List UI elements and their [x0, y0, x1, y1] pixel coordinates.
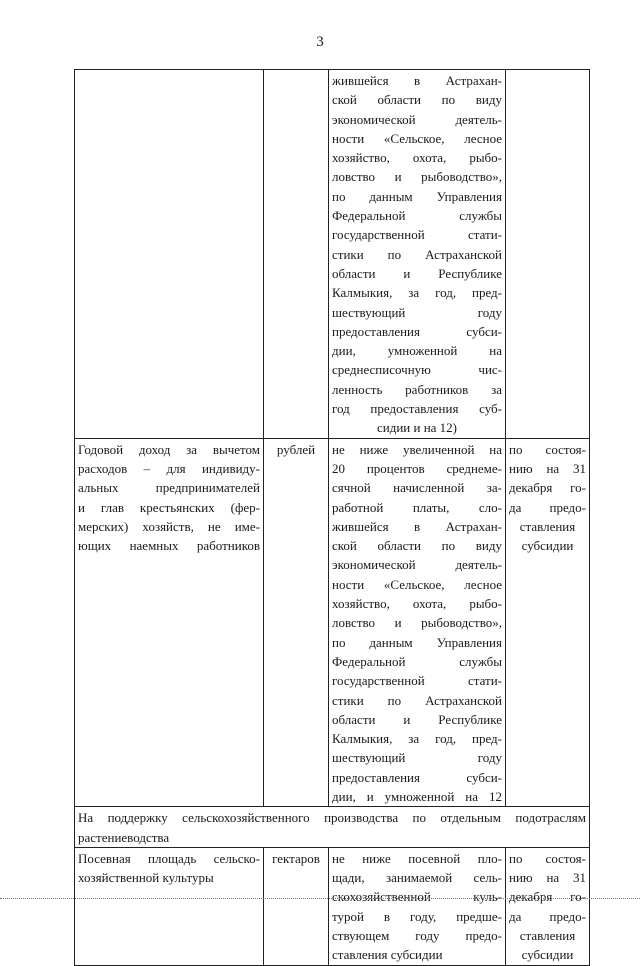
- table-cell-indicator: [75, 70, 264, 439]
- text-line: расходов – для индивиду-: [78, 460, 260, 476]
- table-cell-indicator: [75, 847, 264, 965]
- text-line: Годовой доход за вычетом: [78, 441, 260, 457]
- text-line: жившейся в Астрахан-: [332, 518, 502, 534]
- text-line: 20 процентов среднеме-: [332, 460, 502, 476]
- table-cell-unit: [264, 70, 329, 439]
- text-line: ловство и рыбоводство»,: [332, 169, 502, 185]
- text-line: ности «Сельское, лесное: [332, 130, 502, 146]
- text-line: области и Республике: [332, 265, 502, 281]
- text-line: сячной начисленной за-: [332, 480, 502, 496]
- text-line: декабря го-: [509, 889, 586, 905]
- text-line: среднесписочную чис-: [332, 362, 502, 378]
- text-line: работной платы, сло-: [332, 499, 502, 515]
- text-line: ской области по виду: [332, 92, 502, 108]
- table-cell-value: [329, 438, 506, 807]
- text-line: шествующий году: [332, 750, 502, 766]
- text-line: области и Республике: [332, 711, 502, 727]
- text-line: шествующий году: [332, 304, 502, 320]
- table-cell-date: [506, 438, 590, 807]
- criteria-table: [74, 69, 590, 966]
- text-line: не ниже увеличенной на: [332, 441, 502, 457]
- text-line: На поддержку сельскохозяйственного производства по отдельным подотраслям: [78, 810, 586, 826]
- table-cell-unit: гектаров: [264, 847, 329, 965]
- text-line: ставления субсидии: [332, 947, 443, 963]
- text-line: дии, умноженной на: [332, 343, 502, 359]
- table-section-row: [75, 807, 590, 848]
- text-line: хозяйство, охота, рыбо-: [332, 150, 502, 166]
- text-line: стики по Астраханской: [332, 692, 502, 708]
- text-line: предоставления субси-: [332, 323, 502, 339]
- text-line: да предо-: [509, 499, 586, 515]
- text-line: хозяйственной культуры: [78, 870, 214, 886]
- text-line: дии, и умноженной на 12: [332, 788, 502, 804]
- table-row: [75, 438, 590, 807]
- text-line: и глав крестьянских (фер-: [78, 499, 260, 515]
- text-line: хозяйство, охота, рыбо-: [332, 596, 502, 612]
- text-line: Калмыкия, за год, пред-: [332, 731, 502, 747]
- text-line: по данным Управления: [332, 188, 502, 204]
- text-line: по состоя-: [509, 850, 586, 866]
- text-line: год предоставления суб-: [332, 401, 502, 417]
- text-line: государственной стати-: [332, 673, 502, 689]
- text-line: Посевная площадь сельско-: [78, 850, 260, 866]
- table-row: [75, 847, 590, 965]
- text-line: щади, занимаемой сель-: [332, 870, 502, 886]
- text-line: альных предпринимателей: [78, 480, 260, 496]
- text-line: ловство и рыбоводство»,: [332, 615, 502, 631]
- text-line: по данным Управления: [332, 634, 502, 650]
- text-line: ставления: [519, 518, 576, 534]
- text-line: растениеводства: [78, 829, 170, 845]
- text-line: ствующем году предо-: [332, 928, 502, 944]
- text-line: да предо-: [509, 908, 586, 924]
- text-line: Федеральной службы: [332, 653, 502, 669]
- text-line: не ниже посевной пло-: [332, 850, 502, 866]
- table-cell-indicator: [75, 438, 264, 807]
- text-line: ской области по виду: [332, 538, 502, 554]
- page-bottom-rule: [0, 898, 640, 899]
- text-line: субсидии: [521, 947, 574, 963]
- table-cell-unit: рублей: [264, 438, 329, 807]
- text-line: экономической деятель-: [332, 557, 502, 573]
- text-line: сидии и на 12): [376, 420, 458, 436]
- table-cell-date: [506, 70, 590, 439]
- text-line: нию на 31: [509, 870, 586, 886]
- text-line: ющих наемных работников: [78, 538, 260, 554]
- text-line: скохозяйственной куль-: [332, 889, 502, 905]
- text-line: жившейся в Астрахан-: [332, 73, 502, 88]
- text-line: Калмыкия, за год, пред-: [332, 285, 502, 301]
- section-heading: [75, 807, 590, 848]
- text-line: декабря го-: [509, 480, 586, 496]
- text-line: предоставления субси-: [332, 769, 502, 785]
- text-line: государственной стати-: [332, 227, 502, 243]
- table-cell-value: [329, 70, 506, 439]
- text-line: экономической деятель-: [332, 111, 502, 127]
- text-line: ставления: [519, 928, 576, 944]
- table-cell-date: [506, 847, 590, 965]
- text-line: ленность работников за: [332, 381, 502, 397]
- text-line: по состоя-: [509, 441, 586, 457]
- page-number: 3: [316, 34, 324, 50]
- text-line: субсидии: [521, 538, 574, 554]
- text-line: стики по Астраханской: [332, 246, 502, 262]
- text-line: турой в году, предше-: [332, 908, 502, 924]
- text-line: нию на 31: [509, 460, 586, 476]
- text-line: мерских) хозяйств, не име-: [78, 518, 260, 534]
- text-line: Федеральной службы: [332, 208, 502, 224]
- table-cell-value: [329, 847, 506, 965]
- text-line: ности «Сельское, лесное: [332, 576, 502, 592]
- table-row: [75, 70, 590, 439]
